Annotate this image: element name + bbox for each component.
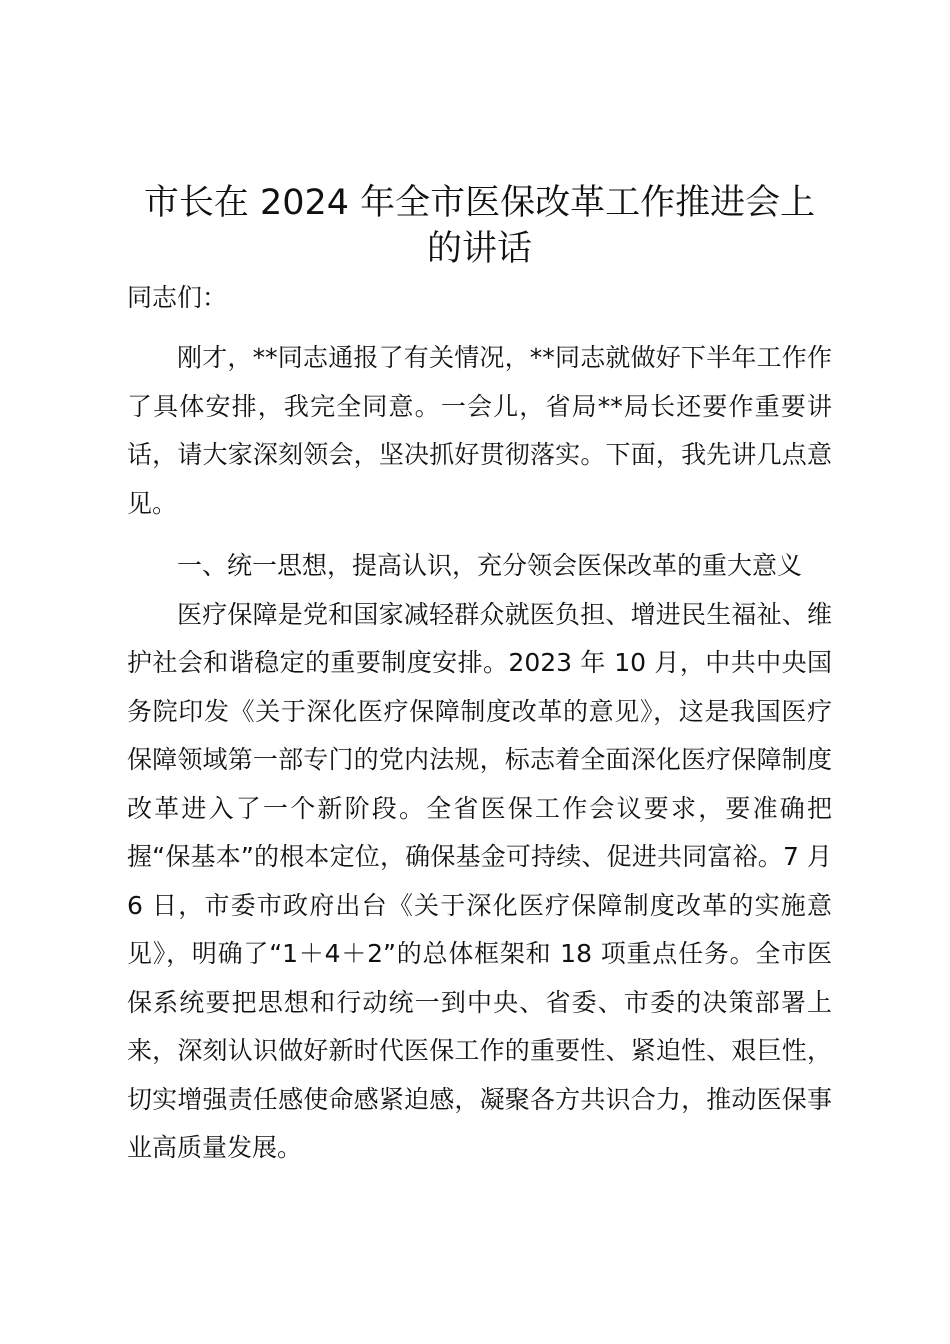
- salutation: 同志们：: [127, 283, 228, 312]
- document-title: 市长在 2024 年全市医保改革工作推进会上的讲话: [143, 183, 816, 269]
- section-heading: 一、统一思想，提高认识，充分领会医保改革的重大意义: [177, 551, 803, 580]
- opening-paragraph: 刚才，**同志通报了有关情况，**同志就做好下半年工作作了具体安排，我完全同意。一会儿，省局**局长还要作重要讲话，请大家深刻领会，坚决抓好贯彻落实。下面，我先讲几点意见。: [127, 343, 832, 518]
- document-page: [127, 180, 832, 1173]
- section-paragraph: 医疗保障是党和国家减轻群众就医负担、增进民生福祉、维护社会和谐稳定的重要制度安排。2023 年 10 月，中共中央国务院印发《关于深化医疗保障制度改革的意见》，这是我国医疗保障领域第一部专门的党内法规，标志着全面深化医疗保障制度改革进入了一个新阶段。全省医保工作会议要求，要准确把握“保基本”的根本定位，确保基金可持续、促进共同富裕。7 月 6 日，市委市政府出台《关于深化医疗保障制度改革的实施意见》，明确了“1＋4＋2”的总体框架和 18 项重点任务。全市医保系统要把思想和行动统一到中央、省委、市委的决策部署上来，深刻认识做好新时代医保工作的重要性、紧迫性、艰巨性，切实增强责任感使命感紧迫感，凝聚各方共识合力，推动医保事业高质量发展。: [127, 599, 832, 1162]
